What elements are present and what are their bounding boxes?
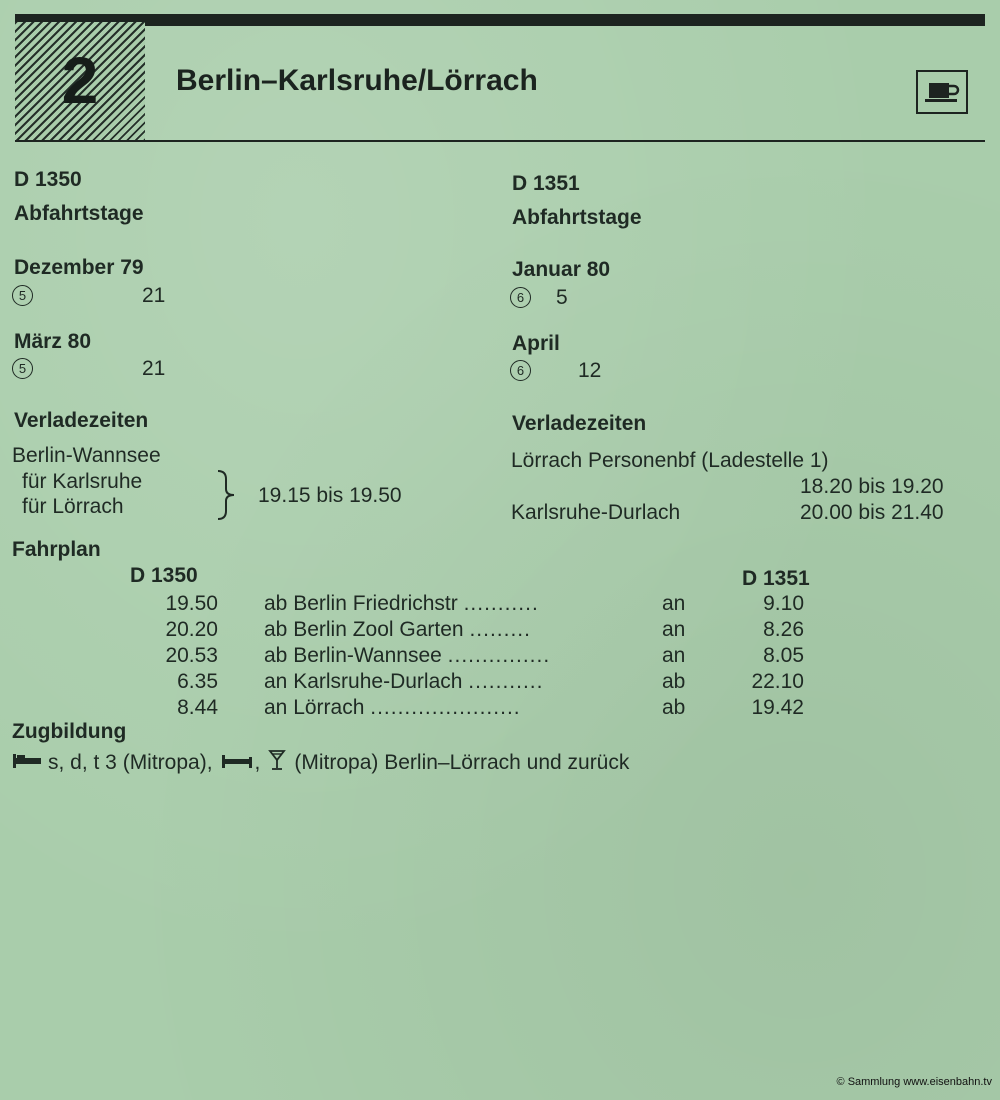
right-month2: April <box>512 332 560 355</box>
direction-back: an <box>662 644 686 667</box>
right-days1: 5 <box>556 286 568 309</box>
leader-dots: ......... <box>469 618 531 641</box>
left-month1: Dezember 79 <box>14 256 144 279</box>
direction-out: an <box>264 696 288 719</box>
right-weekday1 <box>510 286 531 310</box>
left-days1: 21 <box>142 284 166 307</box>
schedule-station-row <box>264 696 521 720</box>
composition-text-2: , <box>254 751 261 774</box>
weekday-circle: 6 <box>510 287 531 308</box>
direction-out: an <box>264 670 288 693</box>
left-train-number: D 1350 <box>14 168 82 191</box>
direction-back: an <box>662 618 686 641</box>
station-name: Berlin Zool Garten <box>293 618 464 641</box>
left-month2: März 80 <box>14 330 92 353</box>
direction-back: an <box>662 592 686 615</box>
leader-dots: ........... <box>463 592 539 615</box>
composition-line <box>12 749 629 777</box>
station-name: Berlin-Wannsee <box>293 644 442 667</box>
direction-out: ab <box>264 592 288 615</box>
schedule-time-back: 22.10 <box>751 670 804 693</box>
direction-out: ab <box>264 644 288 667</box>
schedule-train-back: D 1351 <box>742 567 810 590</box>
coffee-cup-icon <box>916 70 968 114</box>
schedule-train-out: D 1350 <box>130 564 198 587</box>
weekday-circle: 6 <box>510 360 531 381</box>
direction-back: ab <box>662 696 686 719</box>
left-days2: 21 <box>142 357 166 380</box>
weekday-circle: 5 <box>12 358 33 379</box>
schedule-time-out: 8.44 <box>177 696 218 719</box>
schedule-station-row <box>264 618 531 642</box>
left-loading-heading: Verladezeiten <box>14 409 149 432</box>
composition-text-3: (Mitropa) Berlin–Lörrach und zurück <box>294 751 630 774</box>
top-rule <box>15 14 985 26</box>
left-loading-station: Berlin-Wannsee <box>12 444 161 467</box>
schedule-time-back: 8.26 <box>763 618 804 641</box>
header-rule <box>15 140 985 142</box>
schedule-heading: Fahrplan <box>12 538 101 561</box>
leader-dots: ............... <box>447 644 551 667</box>
wine-glass-icon <box>268 749 286 777</box>
right-days2: 12 <box>578 359 602 382</box>
right-loading-station2: Karlsruhe-Durlach <box>511 501 681 524</box>
schedule-time-back: 9.10 <box>763 592 804 615</box>
curly-brace-icon <box>214 469 238 526</box>
couchette-car-icon <box>12 751 42 775</box>
right-days-heading: Abfahrtstage <box>512 206 642 229</box>
composition-heading: Zugbildung <box>12 720 127 743</box>
left-loading-dest1: für Karlsruhe <box>22 470 143 493</box>
route-number: 2 <box>61 43 99 117</box>
leader-dots: ........... <box>468 670 544 693</box>
station-name: Lörrach <box>293 696 365 719</box>
left-weekday1 <box>12 284 33 308</box>
right-loading-time1: 18.20 bis 19.20 <box>800 475 944 498</box>
schedule-time-out: 20.53 <box>165 644 218 667</box>
left-days-heading: Abfahrtstage <box>14 202 144 225</box>
schedule-time-back: 19.42 <box>751 696 804 719</box>
left-loading-dest2: für Lörrach <box>22 495 124 518</box>
right-loading-station1: Lörrach Personenbf (Ladestelle 1) <box>511 449 829 472</box>
leader-dots: ...................... <box>370 696 521 719</box>
station-name: Berlin Friedrichstr <box>293 592 458 615</box>
composition-text-1: s, d, t 3 (Mitropa), <box>48 751 213 774</box>
left-loading-time: 19.15 bis 19.50 <box>258 484 402 507</box>
direction-out: ab <box>264 618 288 641</box>
schedule-station-row <box>264 592 539 616</box>
page-title: Berlin–Karlsruhe/Lörrach <box>176 64 538 97</box>
schedule-time-out: 6.35 <box>177 670 218 693</box>
copyright-notice: © Sammlung www.eisenbahn.tv <box>836 1076 992 1088</box>
right-train-number: D 1351 <box>512 172 580 195</box>
station-name: Karlsruhe-Durlach <box>293 670 463 693</box>
right-loading-heading: Verladezeiten <box>512 412 647 435</box>
schedule-time-out: 19.50 <box>165 592 218 615</box>
left-weekday2 <box>12 357 33 381</box>
schedule-station-row <box>264 670 543 694</box>
schedule-time-back: 8.05 <box>763 644 804 667</box>
right-month1: Januar 80 <box>512 258 611 281</box>
schedule-station-row <box>264 644 550 668</box>
schedule-time-out: 20.20 <box>165 618 218 641</box>
direction-back: ab <box>662 670 686 693</box>
right-loading-time2: 20.00 bis 21.40 <box>800 501 944 524</box>
weekday-circle: 5 <box>12 285 33 306</box>
sleeping-car-icon <box>221 751 253 775</box>
right-weekday2 <box>510 359 531 383</box>
